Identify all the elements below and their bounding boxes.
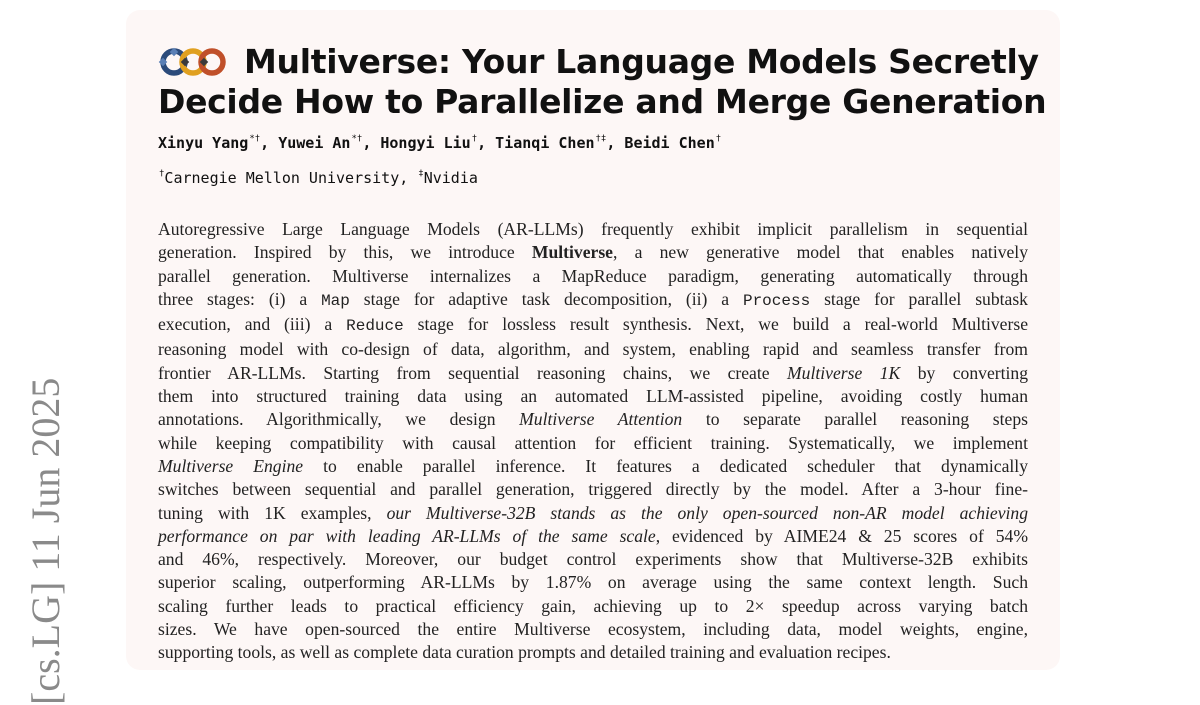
abstract-line: sizes. We have open-sourced the entire Multiverse ecosystem, including data, model weights, engine,	[158, 619, 1028, 640]
abstract-line: performance on par with leading AR-LLMs of the same scale, evidenced by AIME24 & 25 scores of 54%	[158, 525, 1028, 546]
paper-title	[158, 42, 1047, 122]
author: Beidi Chen†	[624, 134, 722, 152]
author-list	[158, 134, 721, 152]
author: Xinyu Yang*†,	[158, 134, 279, 152]
title-block	[158, 42, 1047, 122]
abstract-line: annotations. Algorithmically, we design Multiverse Attention to separate parallel reasoning steps	[158, 409, 1028, 430]
paper-page	[126, 10, 1060, 670]
author: Hongyi Liu†,	[380, 134, 496, 152]
abstract-line: while keeping compatibility with causal attention for efficient training. Systematically, we implement	[158, 432, 1028, 453]
abstract-line: generation. Inspired by this, we introduce Multiverse, a new generative model that enables natively	[158, 242, 1028, 263]
abstract-line: superior scaling, outperforming AR-LLMs by 1.87% on average using the same context length. Such	[158, 572, 1028, 593]
abstract-line: three stages: (i) a Map stage for adaptive task decomposition, (ii) a Process stage for parallel subtask	[158, 288, 1028, 310]
abstract	[158, 218, 1028, 665]
author: Yuwei An*†,	[278, 134, 381, 152]
abstract-line: scaling further leads to practical efficiency gain, achieving up to 2× speedup across varying batch	[158, 595, 1028, 616]
arxiv-side-stamp: [cs.LG] 11 Jun 2025	[23, 377, 68, 705]
affiliation: ‡Nvidia	[418, 169, 478, 187]
abstract-line: Autoregressive Large Language Models (AR-LLMs) frequently exhibit implicit parallelism in sequential	[158, 219, 1028, 239]
affiliation-list	[158, 169, 478, 187]
abstract-line: switches between sequential and parallel generation, triggered directly by the model. After a 3-hour fine-	[158, 479, 1028, 500]
affiliation: †Carnegie Mellon University,	[159, 169, 418, 187]
abstract-line: supporting tools, as well as complete data curation prompts and detailed training and evaluation recipes.	[158, 642, 891, 663]
abstract-line: execution, and (iii) a Reduce stage for lossless result synthesis. Next, we build a real-world Multiverse	[158, 314, 1029, 336]
abstract-line: reasoning model with co-design of data, algorithm, and system, enabling rapid and seamless transfer from	[158, 339, 1028, 360]
author: Tianqi Chen†‡,	[495, 134, 625, 152]
abstract-line: parallel generation. Multiverse internalizes a MapReduce paradigm, generating automatically through	[158, 265, 1028, 286]
abstract-line: frontier AR-LLMs. Starting from sequential reasoning chains, we create Multiverse 1K by converting	[158, 362, 1028, 383]
title-line-2: Decide How to Parallelize and Merge Generation	[158, 82, 1047, 121]
abstract-line: them into structured training data using an automated LLM-assisted pipeline, avoiding costly human	[158, 386, 1028, 407]
abstract-line: Multiverse Engine to enable parallel inference. It features a dedicated scheduler that dynamically	[158, 455, 1028, 476]
abstract-line: and 46%, respectively. Moreover, our budget control experiments show that Multiverse-32B exhibits	[158, 549, 1028, 570]
abstract-line: tuning with 1K examples, our Multiverse-32B stands as the only open-sourced non-AR model achieving	[158, 502, 1028, 523]
title-line-1: Multiverse: Your Language Models Secretly	[244, 42, 1039, 81]
linked-rings-logo-icon	[158, 44, 228, 80]
